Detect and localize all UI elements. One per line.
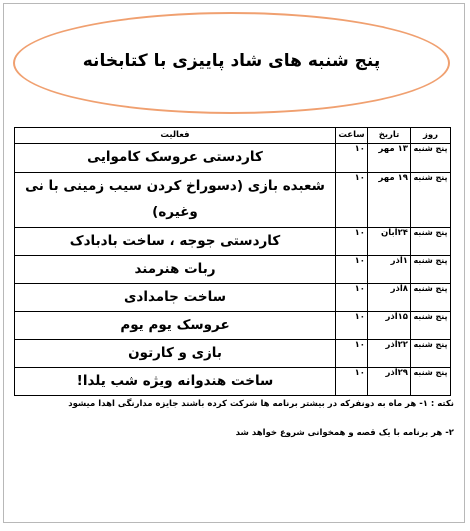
table-row [15,144,451,173]
table-row [15,312,451,340]
cell-date: ۲۲آذر [368,340,411,368]
table-row [15,340,451,368]
notes-section [16,397,454,441]
cell-date: ۱۵آذر [368,312,411,340]
cell-time: ۱۰ [336,144,368,173]
cell-day: پنج شنبه [411,284,451,312]
cell-day: پنج شنبه [411,144,451,173]
page-title: پنج شنبه های شاد پاییزی با کتابخانه [82,51,381,71]
note-1: نکته : ۱- هر ماه به دونفرکه در بیشتر برنامه ها شرکت کرده باشند جایزه مدارنگی اهدا میشود [68,399,454,409]
cell-activity: ساخت هندوانه ویژه شب یلدا! [15,368,336,396]
page [3,3,465,523]
cell-day: پنج شنبه [411,368,451,396]
cell-activity: بازی و کارتون [15,340,336,368]
cell-time: ۱۰ [336,284,368,312]
cell-time: ۱۰ [336,228,368,256]
table-row [15,256,451,284]
cell-date: ۲۹آذر [368,368,411,396]
cell-date: ۱آذر [368,256,411,284]
table-row [15,228,451,256]
title-ellipse [13,12,450,114]
cell-time: ۱۰ [336,312,368,340]
cell-time: ۱۰ [336,173,368,228]
cell-date: ۱۳ مهر [368,144,411,173]
cell-activity: عروسک یوم یوم [15,312,336,340]
table-row [15,368,451,396]
header-time: ساعت [336,128,368,144]
cell-activity: ساخت جامدادی [15,284,336,312]
cell-time: ۱۰ [336,368,368,396]
cell-activity: ربات هنرمند [15,256,336,284]
cell-day: پنج شنبه [411,256,451,284]
note-2: ۲- هر برنامه با یک قصه و همخوانی شروع خواهد شد [235,428,454,438]
table-header-row [15,128,451,144]
cell-activity: شعبده بازی (دسوراخ کردن سیب زمینی با نی وغیره) [15,173,336,228]
schedule-table [14,127,451,396]
cell-day: پنج شنبه [411,228,451,256]
cell-time: ۱۰ [336,256,368,284]
cell-date: ۲۴آبان [368,228,411,256]
table-row [15,284,451,312]
cell-time: ۱۰ [336,340,368,368]
cell-day: پنج شنبه [411,173,451,228]
cell-date: ۱۹ مهر [368,173,411,228]
cell-day: پنج شنبه [411,312,451,340]
header-date: تاریخ [368,128,411,144]
table-row [15,173,451,228]
cell-activity: کاردستی عروسک کاموایی [15,144,336,173]
cell-date: ۸آذر [368,284,411,312]
header-day: روز [411,128,451,144]
cell-day: پنج شنبه [411,340,451,368]
header-activity: فعالیت [15,128,336,144]
cell-activity: کاردستی جوجه ، ساخت بادبادک [15,228,336,256]
